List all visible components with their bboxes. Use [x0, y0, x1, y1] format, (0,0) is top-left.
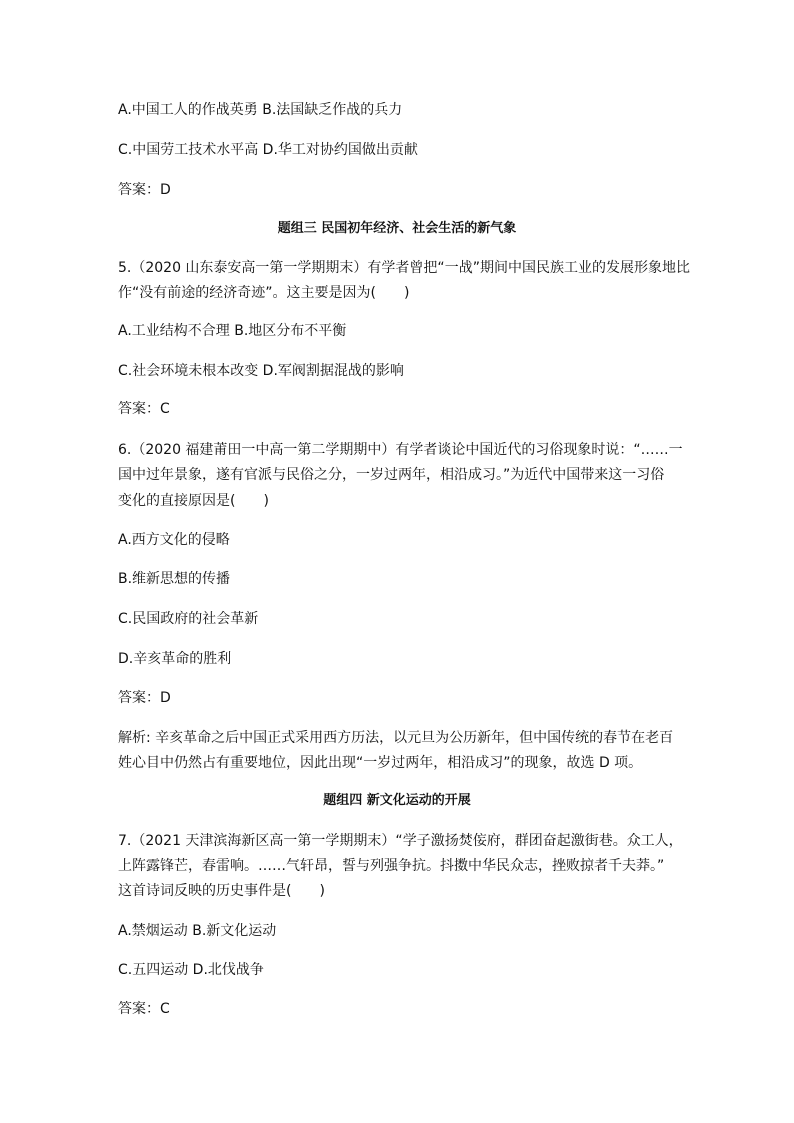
- q4-options-ab: A.中国工人的作战英勇 B.法国缺乏作战的兵力: [118, 102, 403, 118]
- q5-options-cd: C.社会环境未根本改变 D.军阀割据混战的影响: [118, 363, 404, 379]
- q5-answer: 答案：C: [118, 401, 170, 417]
- q6-stem-line1: 6.（2020 福建莆田一中高一第二学期期中）有学者谈论中国近代的习俗现象时说：“……一: [118, 442, 683, 458]
- q6-analysis-line1: 解析: 辛亥革命之后中国正式采用西方历法，以元旦为公历新年，但中国传统的春节在老百: [118, 730, 674, 746]
- q6-option-c: C.民国政府的社会革新: [118, 611, 259, 627]
- group3-heading: 题组三 民国初年经济、社会生活的新气象: [277, 221, 517, 236]
- q6-option-a: A.西方文化的侵略: [118, 532, 230, 548]
- q4-options-cd: C.中国劳工技术水平高 D.华工对协约国做出贡献: [118, 142, 418, 158]
- q5-options-ab: A.工业结构不合理 B.地区分布不平衡: [118, 323, 347, 339]
- q7-stem-line3: 这首诗词反映的历史事件是( ): [118, 883, 325, 899]
- q5-stem-line1: 5.（2020 山东泰安高一第一学期期末）有学者曾把“一战”期间中国民族工业的发展形象地比: [118, 260, 690, 276]
- q6-analysis-line2: 姓心目中仍然占有重要地位，因此出现“一岁过两年，相沿成习”的现象，故选 D 项。: [118, 755, 643, 771]
- q7-options-ab: A.禁烟运动 B.新文化运动: [118, 923, 277, 939]
- q7-options-cd: C.五四运动 D.北伐战争: [118, 962, 264, 978]
- q6-stem-line2: 国中过年景象，遂有官派与民俗之分，一岁过两年，相沿成习。”为近代中国带来这一习俗: [118, 467, 665, 483]
- group4-heading: 题组四 新文化运动的开展: [323, 793, 471, 808]
- q6-option-b: B.维新思想的传播: [118, 571, 231, 587]
- q6-answer: 答案：D: [118, 690, 171, 706]
- q7-answer: 答案：C: [118, 1001, 170, 1017]
- q6-stem-line3: 变化的直接原因是( ): [118, 493, 269, 509]
- q6-option-d: D.辛亥革命的胜利: [118, 651, 232, 667]
- q5-stem-line2: 作“没有前途的经济奇迹”。这主要是因为( ): [118, 285, 410, 301]
- q4-answer: 答案：D: [118, 182, 171, 198]
- q7-stem-line1: 7.（2021 天津滨海新区高一第一学期期末）“学子激扬焚侫府，群团奋起激街巷。众工人，: [118, 833, 683, 849]
- q7-stem-line2: 上阵露锋芒，春雷响。……气轩昂，誓与列强争抗。抖擞中华民众志，挫败掠者千夫莽。”: [118, 858, 665, 874]
